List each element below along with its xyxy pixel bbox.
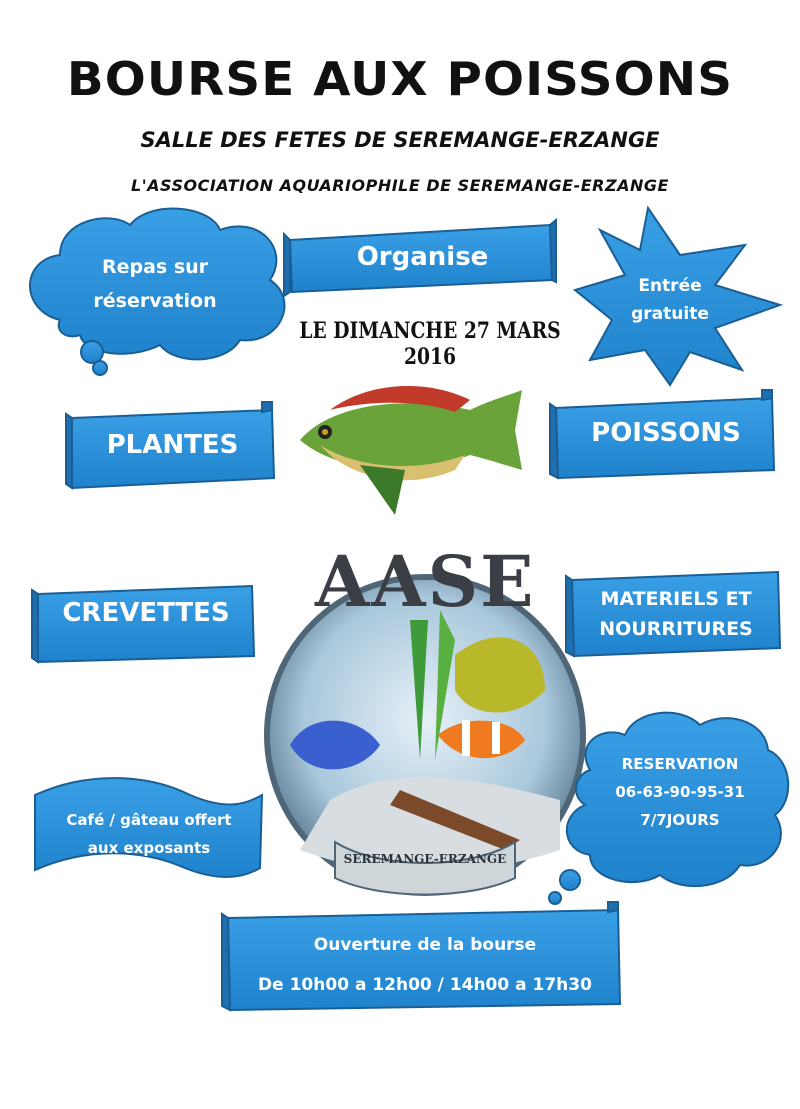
materiels-line-1: MATERIELS ET — [600, 588, 752, 610]
opening-line-2: De 10h00 a 12h00 / 14h00 a 17h30 — [258, 975, 592, 995]
materiels-line-2: NOURRITURES — [599, 618, 753, 640]
fish-illustration — [300, 386, 522, 515]
meal-line-1: Repas sur — [101, 256, 209, 278]
reservation-line-1: RESERVATION — [621, 755, 739, 773]
meal-line-2: réservation — [93, 290, 217, 312]
aase-logo-text: AASE — [315, 540, 536, 623]
plantes-label: PLANTES — [106, 430, 239, 460]
entry-line-1: Entrée — [638, 276, 702, 296]
cafe-flag-text — [38, 806, 260, 862]
poissons-label: POISSONS — [591, 418, 741, 448]
cafe-line-2: aux exposants — [87, 839, 211, 857]
opening-banner-text — [232, 925, 618, 1005]
materiels-text — [575, 584, 777, 644]
meal-cloud-text — [55, 250, 255, 318]
venue-subtitle: SALLE DES FETES DE SEREMANGE-ERZANGE — [140, 128, 660, 152]
reservation-cloud-text — [585, 750, 775, 834]
event-date: LE DIMANCHE 27 MARS 2016 — [299, 318, 561, 370]
reservation-phone: 06-63-90-95-31 — [615, 783, 745, 801]
entry-star-text — [600, 272, 740, 328]
opening-line-1: Ouverture de la bourse — [313, 935, 537, 955]
crevettes-label: CREVETTES — [62, 598, 230, 628]
logo-town-text: SEREMANGE-ERZANGE — [343, 852, 507, 866]
poster-title: BOURSE AUX POISSONS — [66, 52, 734, 106]
reservation-days: 7/7JOURS — [640, 811, 720, 829]
cafe-line-1: Café / gâteau offert — [66, 811, 232, 829]
association-subtitle: L'ASSOCIATION AQUARIOPHILE DE SEREMANGE-ERZANGE — [131, 176, 669, 195]
aase-logo-disc — [267, 577, 583, 893]
entry-line-2: gratuite — [631, 304, 709, 324]
organise-label: Organise — [356, 242, 489, 272]
